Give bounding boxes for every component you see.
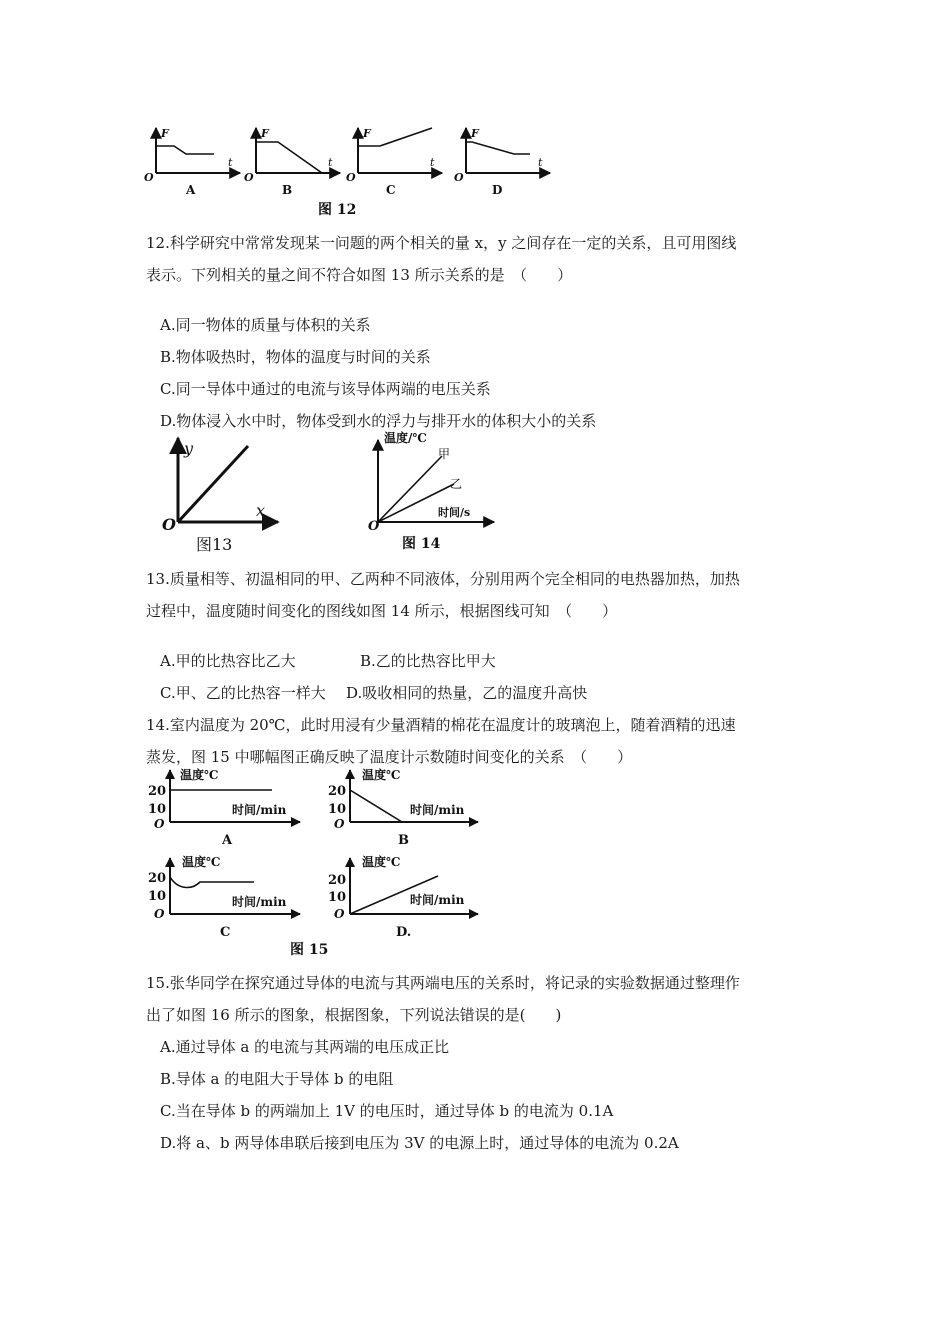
- fig14-series-jia: 甲: [438, 447, 451, 461]
- fig14-series-yi: 乙: [450, 477, 463, 491]
- fig12-c-xlabel: t: [430, 156, 435, 169]
- fig15-c-xlabel: 时间/min: [232, 895, 287, 909]
- fig15-c-label: C: [220, 925, 231, 940]
- q12-line-1: 12.科学研究中常常发现某一问题的两个相关的量 x，y 之间存在一定的关系，且可用图线: [146, 234, 737, 252]
- fig12-caption: 图 12: [318, 202, 357, 218]
- fig15-c-tick20: 20: [148, 871, 167, 886]
- fig12-c-ylabel: F: [363, 127, 371, 140]
- q15-option-c: C.当在导体 b 的两端加上 1V 的电压时，通过导体 b 的电流为 0.1A: [160, 1102, 614, 1120]
- fig12-d-origin: O: [454, 171, 464, 184]
- fig14-xlabel: 时间/s: [438, 506, 471, 519]
- fig15-panel-c: [148, 854, 300, 940]
- q12-option-b: B.物体吸热时，物体的温度与时间的关系: [160, 348, 431, 366]
- fig15-panel-a: [148, 767, 300, 848]
- fig14-caption: 图 14: [402, 536, 441, 552]
- q13-line-1: 13.质量相等、初温相同的甲、乙两种不同液体，分别用两个完全相同的电热器加热，加热: [146, 570, 740, 588]
- q12-option-a: A.同一物体的质量与体积的关系: [160, 316, 371, 334]
- figure-14: [366, 426, 506, 556]
- fig12-c-label: C: [386, 183, 396, 197]
- fig12-d-xlabel: t: [538, 156, 543, 169]
- fig12-d-ylabel: F: [471, 127, 479, 140]
- q12-option-c: C.同一导体中通过的电流与该导体两端的电压关系: [160, 380, 491, 398]
- q13-option-c: C.甲、乙的比热容一样大: [160, 684, 326, 702]
- figure-13: [156, 432, 286, 556]
- fig15-a-xlabel: 时间/min: [232, 803, 287, 817]
- fig12-b-ylabel: F: [261, 127, 269, 140]
- q15-option-d: D.将 a、b 两导体串联后接到电压为 3V 的电源上时，通过导体的电流为 0.2A: [160, 1134, 679, 1152]
- fig15-d-xlabel: 时间/min: [410, 893, 465, 907]
- fig15-d-tick20: 20: [328, 873, 347, 888]
- fig13-ylabel: y: [184, 439, 194, 458]
- fig12-panel-c: [346, 127, 442, 197]
- fig15-a-tick10: 10: [148, 802, 167, 817]
- fig15-b-tick10: 10: [328, 802, 347, 817]
- figure-12: [140, 118, 560, 228]
- fig13-caption: 图13: [196, 535, 233, 554]
- q13-option-d: D.吸收相同的热量，乙的温度升高快: [346, 684, 588, 702]
- figure-15: [140, 764, 490, 960]
- fig15-a-tick20: 20: [148, 784, 167, 799]
- fig12-a-xlabel: t: [228, 156, 233, 169]
- fig12-b-xlabel: t: [328, 156, 333, 169]
- fig12-d-label: D: [492, 183, 503, 197]
- fig15-panel-d: [328, 854, 478, 940]
- fig15-c-tick10: 10: [148, 889, 167, 904]
- fig14-origin: O: [368, 519, 380, 534]
- q13-option-b: B.乙的比热容比甲大: [360, 652, 496, 670]
- fig15-c-ylabel: 温度℃: [182, 855, 221, 869]
- q14-line-1: 14.室内温度为 20℃，此时用浸有少量酒精的棉花在温度计的玻璃泡上，随着酒精的迅速: [146, 716, 736, 734]
- fig12-a-label: A: [186, 183, 196, 197]
- fig15-b-xlabel: 时间/min: [410, 803, 465, 817]
- fig12-panel-d: [454, 127, 550, 197]
- fig14-ylabel: 温度/℃: [384, 431, 427, 445]
- q12-line-2: 表示。下列相关的量之间不符合如图 13 所示关系的是 （ ）: [146, 266, 573, 284]
- q13-line-2: 过程中，温度随时间变化的图线如图 14 所示，根据图线可知 （ ）: [146, 602, 618, 620]
- fig15-b-origin: O: [334, 817, 345, 831]
- fig12-panel-a: [144, 127, 240, 197]
- q14-line-2: 蒸发，图 15 中哪幅图正确反映了温度计示数随时间变化的关系 （ ）: [146, 748, 633, 766]
- q12-option-d: D.物体浸入水中时，物体受到水的浮力与排开水的体积大小的关系: [160, 412, 597, 430]
- fig12-b-label: B: [282, 183, 293, 197]
- q15-line-2: 出了如图 16 所示的图象，根据图象，下列说法错误的是( ): [146, 1006, 562, 1024]
- fig15-caption: 图 15: [290, 942, 329, 958]
- fig15-b-label: B: [398, 833, 409, 848]
- fig15-a-ylabel: 温度℃: [180, 768, 219, 782]
- q13-option-a: A.甲的比热容比乙大: [160, 652, 296, 670]
- fig13-origin: O: [162, 515, 176, 534]
- fig15-d-origin: O: [334, 907, 345, 921]
- fig12-c-origin: O: [346, 171, 356, 184]
- fig15-b-tick20: 20: [328, 784, 347, 799]
- fig15-a-label: A: [222, 833, 233, 848]
- fig13-xlabel: x: [256, 501, 266, 520]
- q15-line-1: 15.张华同学在探究通过导体的电流与其两端电压的关系时，将记录的实验数据通过整理作: [146, 974, 740, 992]
- fig12-a-ylabel: F: [161, 127, 169, 140]
- fig12-b-origin: O: [244, 171, 254, 184]
- fig15-a-origin: O: [154, 817, 165, 831]
- fig15-d-ylabel: 温度℃: [362, 855, 401, 869]
- fig12-panel-b: [244, 127, 340, 197]
- fig15-b-ylabel: 温度℃: [362, 768, 401, 782]
- q15-option-b: B.导体 a 的电阻大于导体 b 的电阻: [160, 1070, 394, 1088]
- q15-option-a: A.通过导体 a 的电流与其两端的电压成正比: [160, 1038, 450, 1056]
- fig14-line-jia: [378, 456, 442, 522]
- fig15-c-origin: O: [154, 907, 165, 921]
- fig15-panel-b: [328, 767, 478, 848]
- fig15-d-label: D.: [396, 925, 412, 940]
- fig12-a-origin: O: [144, 171, 154, 184]
- fig15-d-tick10: 10: [328, 890, 347, 905]
